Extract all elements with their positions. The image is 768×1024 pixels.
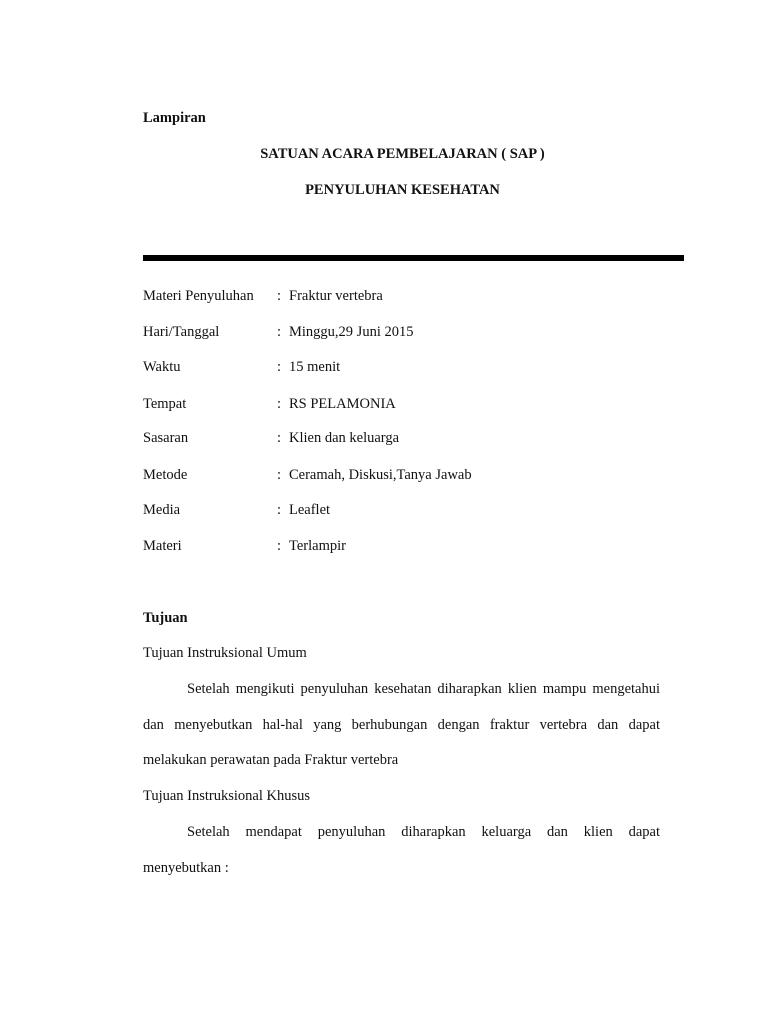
detail-label: Materi bbox=[143, 538, 182, 554]
detail-label: Tempat bbox=[143, 396, 187, 412]
detail-value: RS PELAMONIA bbox=[289, 396, 396, 412]
detail-value: Klien dan keluarga bbox=[289, 430, 400, 446]
detail-colon: : bbox=[277, 538, 282, 554]
general-objective-paragraph bbox=[143, 672, 660, 779]
specific-objective-paragraph bbox=[143, 815, 660, 886]
paragraph-line: menyebutkan : bbox=[143, 859, 229, 876]
document-title: SATUAN ACARA PEMBELAJARAN ( SAP ) bbox=[260, 146, 545, 162]
detail-colon: : bbox=[277, 467, 282, 483]
detail-label: Hari/Tanggal bbox=[143, 324, 220, 340]
detail-colon: : bbox=[277, 288, 282, 304]
detail-label: Metode bbox=[143, 467, 188, 483]
detail-colon: : bbox=[277, 324, 282, 340]
general-objective-heading: Tujuan Instruksional Umum bbox=[143, 645, 307, 661]
detail-colon: : bbox=[277, 502, 282, 518]
detail-colon: : bbox=[277, 359, 282, 375]
detail-value: Minggu,29 Juni 2015 bbox=[289, 324, 414, 340]
document-subtitle: PENYULUHAN KESEHATAN bbox=[305, 182, 500, 198]
detail-value: 15 menit bbox=[289, 359, 341, 375]
detail-label: Media bbox=[143, 502, 181, 518]
detail-value: Ceramah, Diskusi,Tanya Jawab bbox=[289, 467, 472, 483]
detail-value: Fraktur vertebra bbox=[289, 288, 383, 304]
objectives-heading: Tujuan bbox=[143, 610, 188, 626]
detail-label: Waktu bbox=[143, 359, 181, 375]
header-divider bbox=[143, 255, 684, 261]
paragraph-line: dan menyebutkan hal-hal yang berhubungan dengan fraktur vertebra dan dapat bbox=[143, 716, 660, 733]
specific-objective-heading: Tujuan Instruksional Khusus bbox=[143, 788, 311, 804]
paragraph-line: Setelah mengikuti penyuluhan kesehatan diharapkan klien mampu mengetahui bbox=[187, 681, 660, 697]
detail-value: Terlampir bbox=[289, 538, 346, 554]
detail-label: Sasaran bbox=[143, 430, 189, 446]
paragraph-line: melakukan perawatan pada Fraktur vertebra bbox=[143, 752, 399, 768]
detail-colon: : bbox=[277, 430, 282, 446]
detail-colon: : bbox=[277, 396, 282, 412]
paragraph-line: Setelah mendapat penyuluhan diharapkan keluarga dan klien dapat bbox=[187, 824, 660, 840]
appendix-label: Lampiran bbox=[143, 110, 206, 126]
detail-value: Leaflet bbox=[289, 502, 331, 518]
detail-label: Materi Penyuluhan bbox=[143, 288, 254, 304]
